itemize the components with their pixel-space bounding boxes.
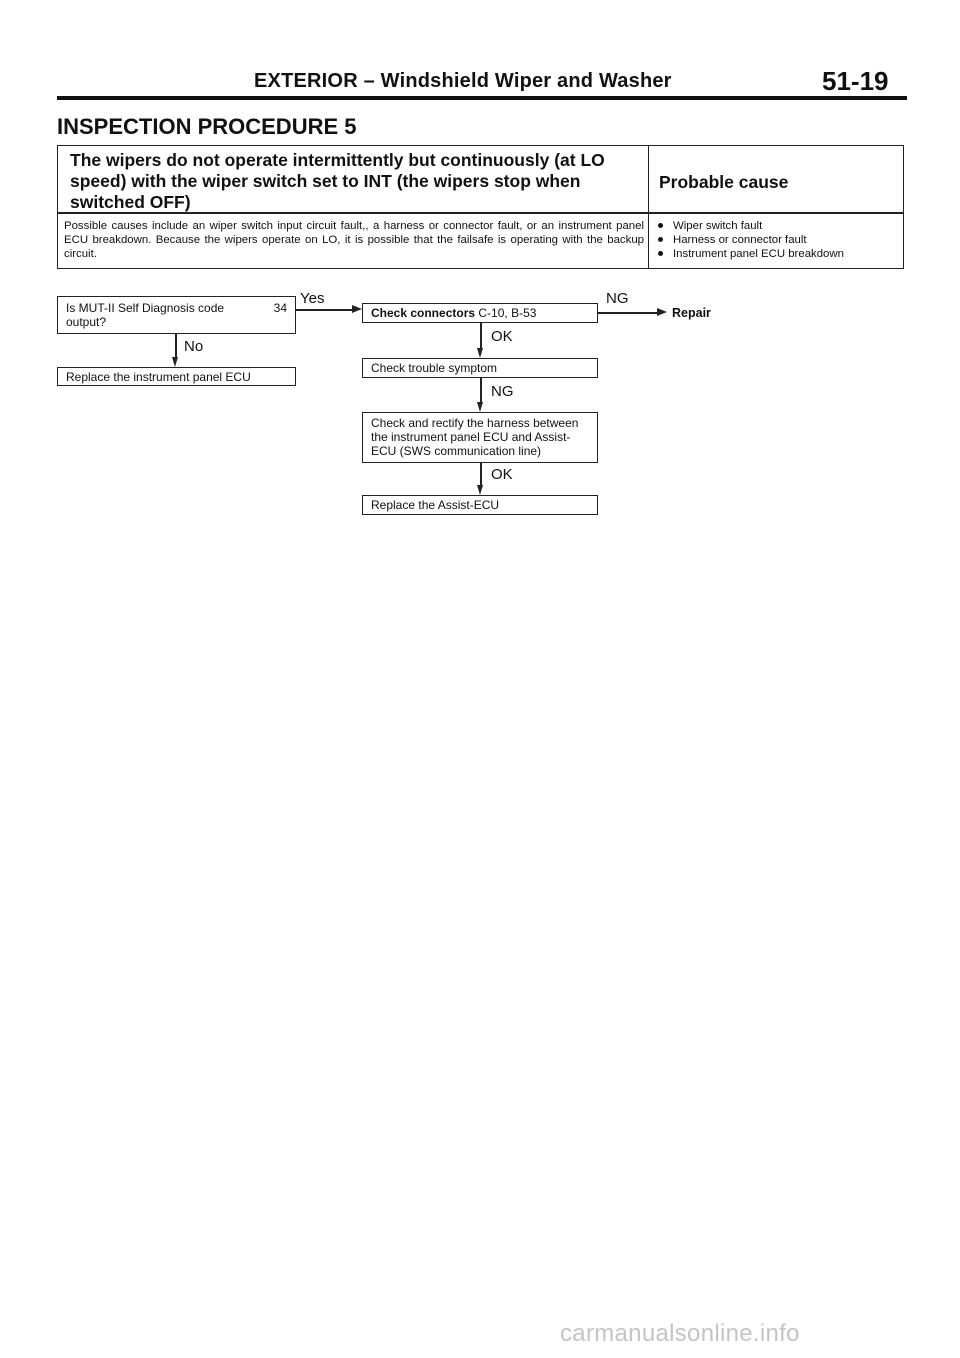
ng-label: NG bbox=[606, 290, 629, 307]
symptom-text: The wipers do not operate intermittently but continuously (at LO speed) with the wiper switch set to INT (the wipers stop when switched OFF) bbox=[70, 150, 605, 212]
bullet-icon bbox=[658, 223, 663, 228]
step-text-bold: Check connectors bbox=[371, 306, 476, 320]
no-connector-line bbox=[175, 334, 177, 358]
arrow-down-icon bbox=[477, 402, 483, 412]
list-item bbox=[656, 247, 844, 261]
bullet-icon bbox=[658, 237, 663, 242]
ok-connector-line bbox=[480, 323, 482, 349]
step-text: Check and rectify the harness between the instrument panel ECU and Assist-ECU (SWS communication line) bbox=[371, 416, 579, 458]
connector-ids: C-10, B-53 bbox=[478, 306, 537, 320]
cause-label: Harness or connector fault bbox=[673, 234, 807, 246]
question-text: Is MUT-II Self Diagnosis code bbox=[66, 301, 225, 315]
check-trouble-symptom-box bbox=[362, 358, 598, 378]
cause-label: Wiper switch fault bbox=[673, 220, 763, 232]
yes-label: Yes bbox=[300, 290, 325, 307]
probable-cause-list bbox=[656, 219, 844, 261]
cause-label: Instrument panel ECU breakdown bbox=[673, 248, 844, 260]
list-item bbox=[656, 233, 844, 247]
arrow-down-icon bbox=[172, 357, 178, 367]
ng-connector-line-2 bbox=[480, 378, 482, 403]
bullet-icon bbox=[658, 251, 663, 256]
check-harness-box bbox=[362, 412, 598, 463]
table-column-divider bbox=[648, 145, 649, 269]
procedure-title: INSPECTION PROCEDURE 5 bbox=[57, 114, 357, 139]
replace-assist-ecu-box bbox=[362, 495, 598, 515]
replace-instrument-ecu-box bbox=[57, 367, 296, 386]
question-code: 34 bbox=[273, 301, 287, 315]
mut-ii-question-box bbox=[57, 296, 296, 334]
section-header-title: EXTERIOR – Windshield Wiper and Washer bbox=[254, 70, 672, 92]
question-line-1 bbox=[66, 301, 287, 315]
page-number: 51-19 bbox=[822, 66, 889, 96]
arrow-down-icon bbox=[477, 485, 483, 495]
arrow-right-icon bbox=[352, 305, 362, 313]
step-text: Check trouble symptom bbox=[371, 361, 498, 375]
ng-label-2: NG bbox=[491, 383, 514, 400]
step-text: Replace the Assist-ECU bbox=[371, 498, 500, 512]
step-text: Replace the instrument panel ECU bbox=[66, 370, 251, 384]
arrow-down-icon bbox=[477, 348, 483, 358]
header-rule bbox=[57, 96, 907, 100]
repair-label: Repair bbox=[672, 306, 711, 320]
list-item bbox=[656, 219, 844, 233]
arrow-right-icon bbox=[657, 308, 667, 316]
ok-label-2: OK bbox=[491, 466, 513, 483]
no-label: No bbox=[184, 338, 204, 355]
watermark: carmanualsonline.info bbox=[560, 1320, 800, 1347]
ng-connector-line bbox=[598, 312, 660, 314]
question-line-2: output? bbox=[66, 315, 107, 329]
yes-connector-line bbox=[296, 309, 354, 311]
ok-connector-line-2 bbox=[480, 463, 482, 486]
probable-cause-header: Probable cause bbox=[659, 172, 789, 192]
ok-label: OK bbox=[491, 328, 513, 345]
check-connectors-box bbox=[362, 303, 598, 323]
cause-description: Possible causes include an wiper switch input circuit fault,, a harness or connector fault, or an instrument panel ECU breakdown. Because the wipers operate on LO, it is possible that the failsafe is operating with the backup circuit. bbox=[64, 220, 644, 260]
